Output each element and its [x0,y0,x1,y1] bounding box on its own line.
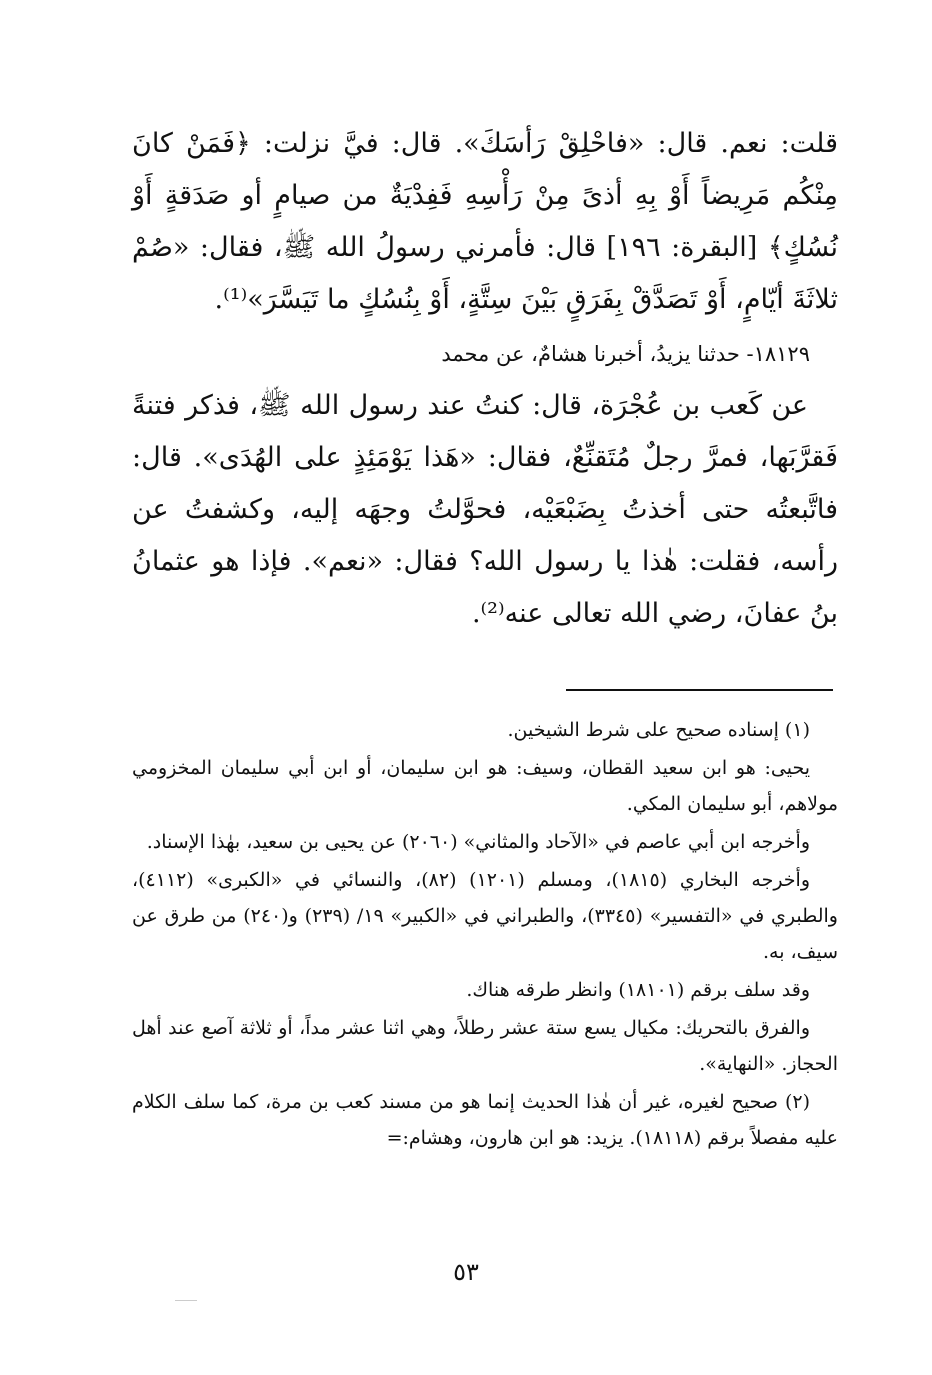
footnote-bukhari: وأخرجه البخاري (١٨١٥)، ومسلم (١٢٠١) (٨٢)، والنسائي في «الكبرى» (٤١١٢)، والطبري في «التفسير» (٣٣٤٥)، والطبراني في «الكبير» ١٩/ (٢٣٩) و(٢٤٠) من طرق عن سيف، به. [132,869,838,963]
hadith-paragraph-1: قلت: نعم. قال: «فاحْلِقْ رَأسَكَ». قال: فيَّ نزلت: ﴿فَمَنْ كانَ مِنْكُم مَرِيضاً أَوْ بِهِ أذىً مِنْ رَأْسِهِ فَفِدْيَةٌ من صيامٍ أو صَدَقةٍ أَوْ نُسُكٍ﴾ [البقرة: ١٩٦] قال: فأمرني رسولُ الله ﷺ، فقال: «صُمْ ثلاثَةَ أيّامٍ، أَوْ تَصَدَّقْ بِفَرَقٍ بَيْنَ سِتَّةٍ، أَوْ بِنُسُكٍ ما تَيَسَّرَ»⁽¹⁾. [132,128,838,315]
page-number: ٥٣ [453,1258,479,1286]
footnote-salaf: وقد سلف برقم (١٨١٠١) وانظر طرقه هناك. [466,979,810,1001]
footnote-separator [566,689,833,691]
main-text [132,118,838,640]
footnote-ibn-abi-asim: وأخرجه ابن أبي عاصم في «الآحاد والمثاني» (٢٠٦٠) عن يحيى بن سعيد، بهٰذا الإسناد. [146,831,810,853]
hadith-paragraph-2: عن كَعب بن عُجْرَة، قال: كنتُ عند رسول الله ﷺ، فذكر فتنةً فَقرَّبَها، فمرَّ رجلٌ مُتَقنِّعٌ، فقال: «هَذا يَوْمَئِذٍ على الهُدَى». قال: فاتَّبعتُه حتى أخذتُ بِضَبْعَيْه، فحوَّلتُ وجهَه إليه، وكشفتُ عن رأسه، فقلت: هٰذا يا رسول الله؟ فقال: «نعم». فإذا هو عثمانُ بنُ عفانَ، رضي الله تعالى عنه⁽²⁾. [132,390,838,629]
hadith-isnad: ١٨١٢٩- حدثنا يزيدُ، أخبرنا هشامٌ، عن محمد [441,342,810,366]
scan-mark [175,1300,197,1301]
footnote-yahya: يحيى: هو ابن سعيد القطان، وسيف: هو ابن سليمان، أو ابن أبي سليمان المخزومي مولاهم، أبو سليمان المكي. [132,757,838,815]
footnote-1: (١) إسناده صحيح على شرط الشيخين. [507,719,810,741]
footnote-2: (٢) صحيح لغيره، غير أن هٰذا الحديث إنما هو من مسند كعب بن مرة، كما سلف الكلام عليه مفصلاً برقم (١٨١١٨). يزيد: هو ابن هارون، وهشام:= [132,1091,838,1149]
footnote-faraq: والفرق بالتحريك: مكيال يسع ستة عشر رطلاً، وهي اثنا عشر مداً، أو ثلاثة آصع عند أهل الحجاز. «النهاية». [132,1017,838,1075]
footnotes [132,712,838,1156]
